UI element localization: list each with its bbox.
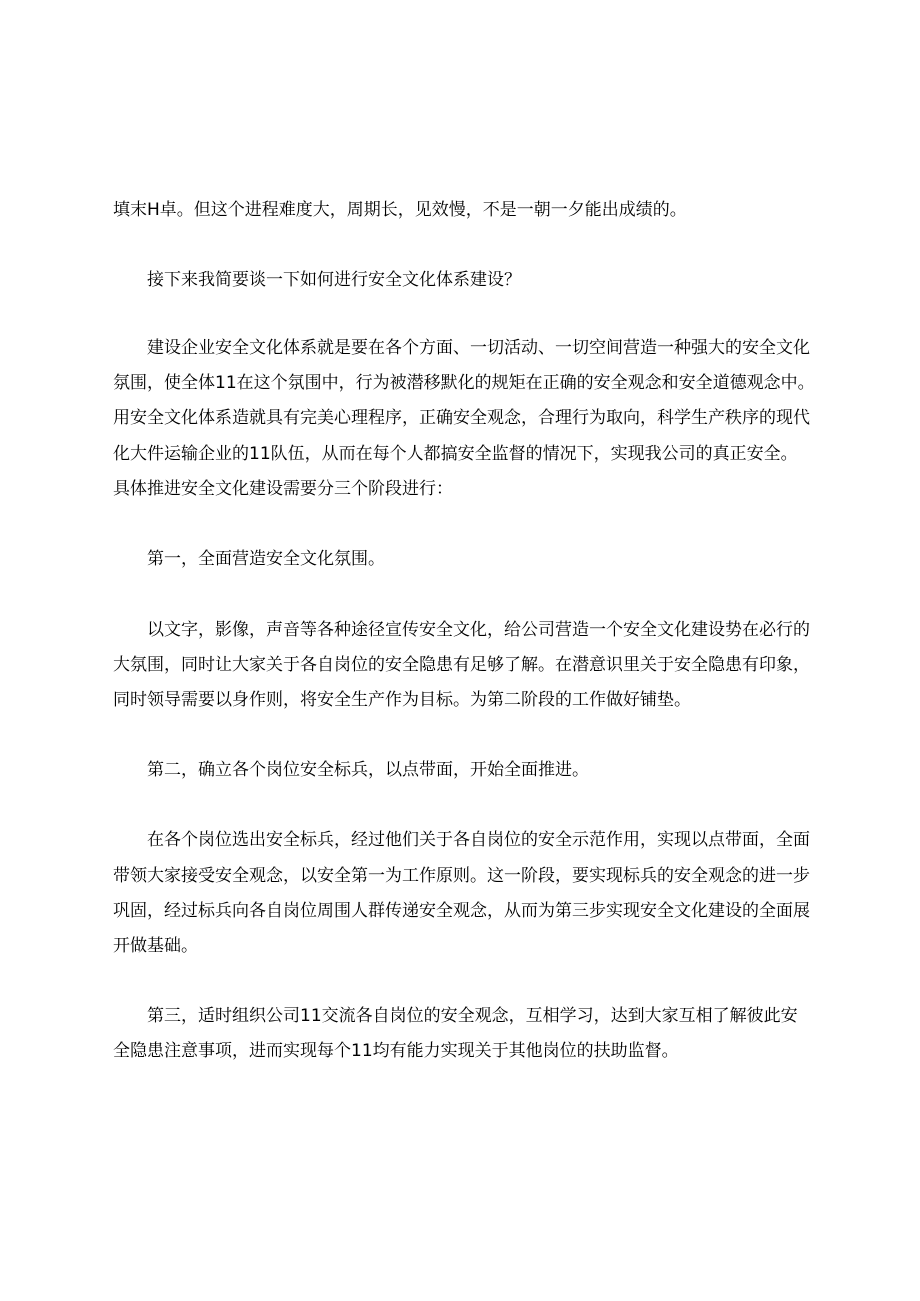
text-line-16: 开做基础。 — [113, 936, 198, 956]
text-line-6: 化大件运输企业的11队伍，从而在每个人都搞安全监督的情况下，实现我公司的真正安全。 — [113, 444, 798, 464]
text-line-2: 接下来我简要谈一下如何进行安全文化体系建设？ — [147, 270, 521, 290]
text-line-5: 用安全文化体系造就具有完美心理程序，正确安全观念，合理行为取向，科学生产秩序的现代 — [113, 408, 810, 428]
text-line-4: 氛围，使全体11在这个氛围中，行为被潜移默化的规矩在正确的安全观念和安全道德观念中。 — [113, 373, 815, 393]
text-line-17: 第三，适时组织公司11交流各自岗位的安全观念，互相学习，达到大家互相了解彼此安 — [147, 1006, 798, 1026]
text-line-7: 具体推进安全文化建设需要分三个阶段进行： — [113, 479, 453, 499]
text-line-12: 第二，确立各个岗位安全标兵，以点带面，开始全面推进。 — [147, 760, 589, 780]
text-line-18: 全隐患注意事项，进而实现每个11均有能力实现关于其他岗位的扶助监督。 — [113, 1041, 679, 1061]
text-line-11: 同时领导需要以身作则，将安全生产作为目标。为第二阶段的工作做好铺垫。 — [113, 690, 691, 710]
text-line-9: 以文字，影像，声音等各种途径宣传安全文化，给公司营造一个安全文化建设势在必行的 — [147, 620, 810, 640]
text-line-8: 第一，全面营造安全文化氛围。 — [147, 549, 385, 569]
text-line-15: 巩固，经过标兵向各自岗位周围人群传递安全观念，从而为第三步实现安全文化建设的全面展 — [113, 901, 810, 921]
text-line-14: 带领大家接受安全观念，以安全第一为工作原则。这一阶段，要实现标兵的安全观念的进一步 — [113, 866, 810, 886]
text-line-13: 在各个岗位选出安全标兵，经过他们关于各自岗位的安全示范作用，实现以点带面，全面 — [147, 830, 810, 850]
text-line-10: 大氛围，同时让大家关于各自岗位的安全隐患有足够了解。在潜意识里关于安全隐患有印象， — [113, 655, 810, 675]
text-line-3: 建设企业安全文化体系就是要在各个方面、一切活动、一切空间营造一种强大的安全文化 — [147, 338, 810, 358]
text-line-1: 填末H卓。但这个进程难度大，周期长，见效慢，不是一朝一夕能出成绩的。 — [113, 200, 687, 220]
